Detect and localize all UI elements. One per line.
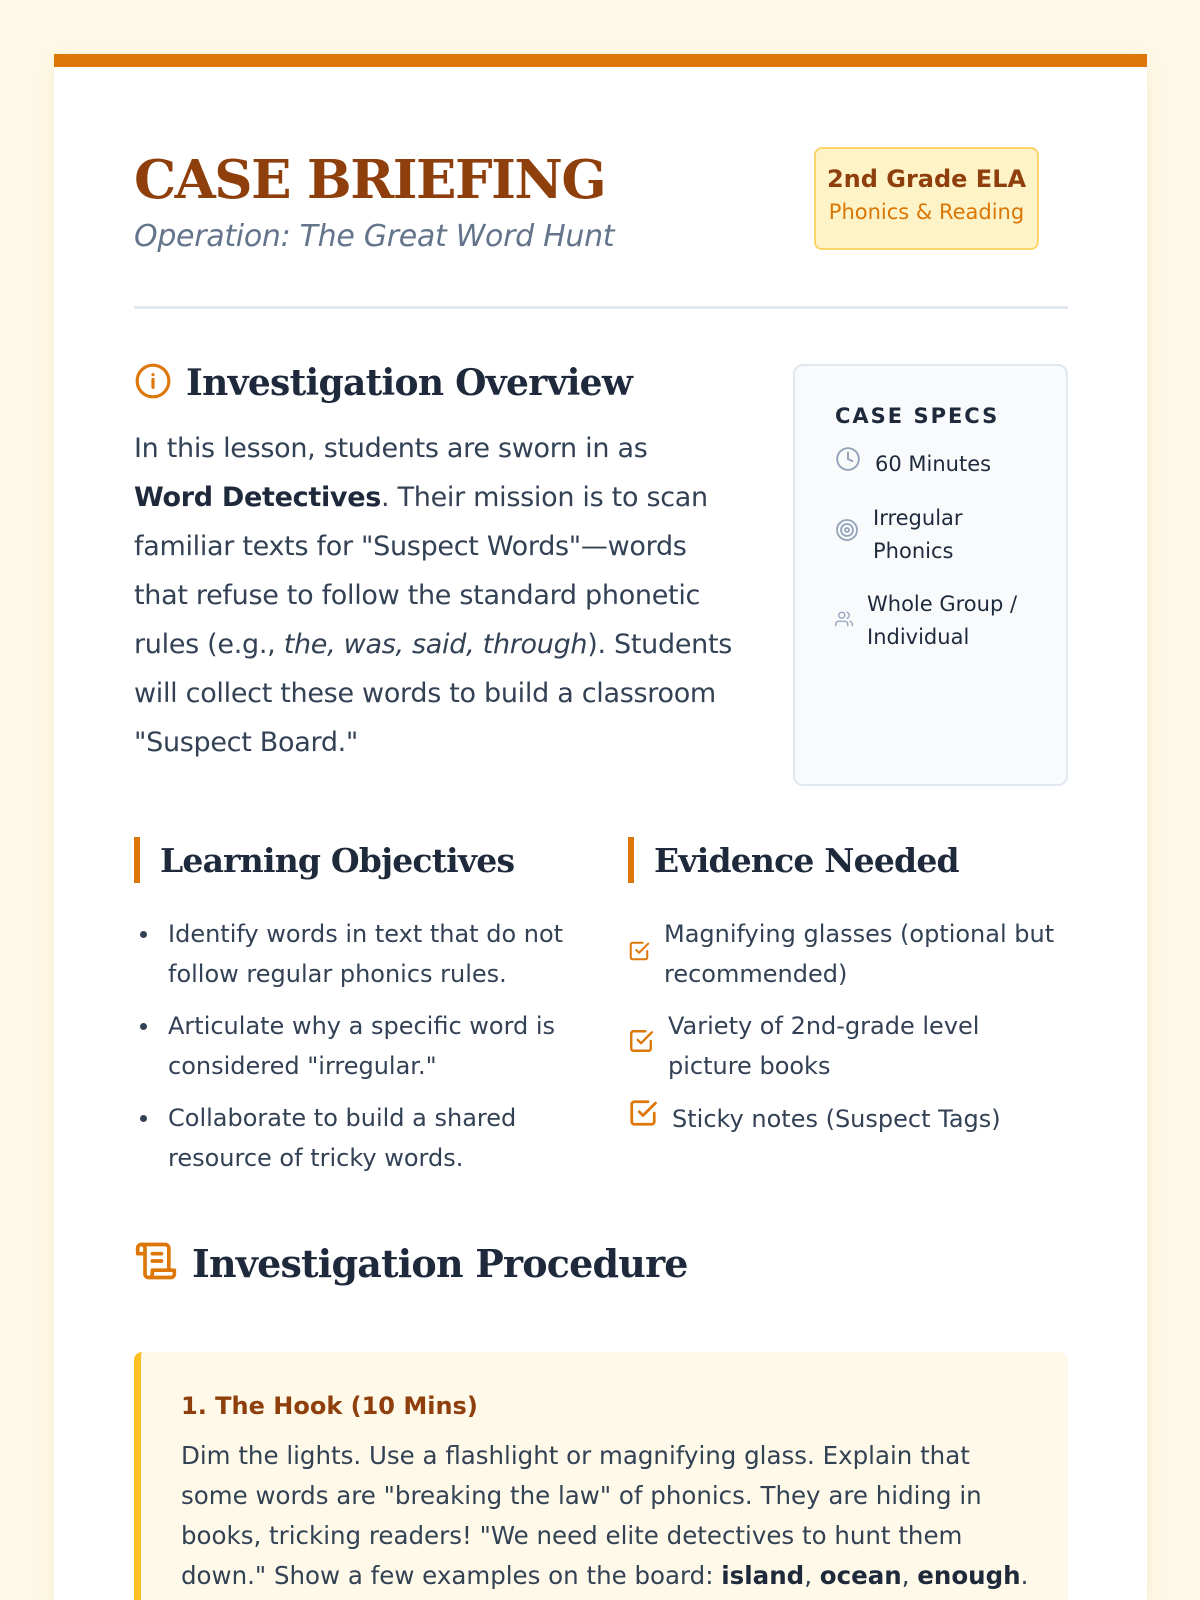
overview-section	[134, 362, 734, 767]
procedure-heading-block	[134, 1239, 688, 1287]
spec-focus-text: Irregular Phonics	[873, 506, 963, 563]
procedure-heading: Investigation Procedure	[192, 1240, 688, 1286]
evidence-item-text: Sticky notes (Suspect Tags)	[672, 1105, 1001, 1133]
target-icon	[835, 518, 859, 552]
page-subtitle: Operation: The Great Word Hunt	[134, 219, 615, 254]
evidence-heading: Evidence Needed	[654, 840, 959, 880]
evidence-list	[628, 914, 1078, 1152]
step-body: Dim the lights. Use a flashlight or magnifying glass. Explain that some words are "breaking the law" of phonics. They are hiding in books, tricking readers! "We need elite detectives to hunt them down." Show a few examples on the board: island, ocean, enough.	[181, 1441, 1029, 1590]
overview-text: In this lesson, students are sworn in as Word Detectives. Their mission is to scan familiar texts for "Suspect Words"—words that refuse to follow the standard phonetic rules (e.g., the, was, said, through). Students will collect these words to build a classroom "Suspect Board."	[134, 433, 733, 758]
checkbox-icon	[628, 1026, 654, 1066]
evidence-heading-block	[628, 837, 959, 883]
spec-duration	[835, 446, 1066, 482]
overview-examples: the, was, said, through	[283, 629, 588, 660]
page-header	[134, 149, 615, 254]
example-word: enough	[917, 1561, 1021, 1590]
subject-label: Phonics & Reading	[828, 200, 1025, 224]
grade-label: 2nd Grade ELA	[826, 165, 1027, 193]
example-word: island	[721, 1561, 805, 1590]
header-divider	[134, 306, 1068, 309]
scroll-icon	[134, 1239, 178, 1287]
spec-duration-text: 60 Minutes	[875, 451, 992, 476]
checkbox-icon	[628, 934, 650, 974]
objectives-heading: Learning Objectives	[160, 840, 515, 880]
lesson-page	[54, 54, 1147, 1600]
objectives-list	[134, 914, 574, 1190]
procedure-step-card	[134, 1352, 1068, 1600]
list-item: Articulate why a specific word is considered "irregular."	[134, 1006, 574, 1086]
info-icon	[134, 362, 172, 404]
page-title: CASE BRIEFING	[134, 149, 606, 211]
checkbox-icon	[628, 1098, 658, 1140]
spec-focus	[835, 502, 1066, 568]
spec-grouping	[835, 588, 1066, 654]
list-item	[628, 914, 1078, 994]
step-title: 1. The Hook (10 Mins)	[181, 1392, 478, 1420]
specs-label: CASE SPECS	[835, 404, 1000, 428]
spec-grouping-text: Whole Group / Individual	[867, 592, 1018, 649]
list-item: Identify words in text that do not follow regular phonics rules.	[134, 914, 574, 994]
users-icon	[835, 605, 853, 638]
example-word: ocean	[819, 1561, 902, 1590]
overview-bold: Word Detectives	[134, 482, 382, 513]
list-item	[628, 1006, 1078, 1086]
grade-badge	[814, 147, 1039, 250]
list-item	[628, 1098, 1078, 1140]
case-specs-card	[793, 364, 1068, 786]
objectives-heading-block	[134, 837, 514, 883]
evidence-item-text: Variety of 2nd-grade level picture books	[668, 1012, 980, 1080]
overview-heading: Investigation Overview	[186, 362, 633, 404]
list-item: Collaborate to build a shared resource of tricky words.	[134, 1098, 574, 1178]
clock-icon	[835, 446, 861, 482]
top-accent-bar	[54, 54, 1147, 67]
evidence-item-text: Magnifying glasses (optional but recommended)	[664, 920, 1055, 988]
